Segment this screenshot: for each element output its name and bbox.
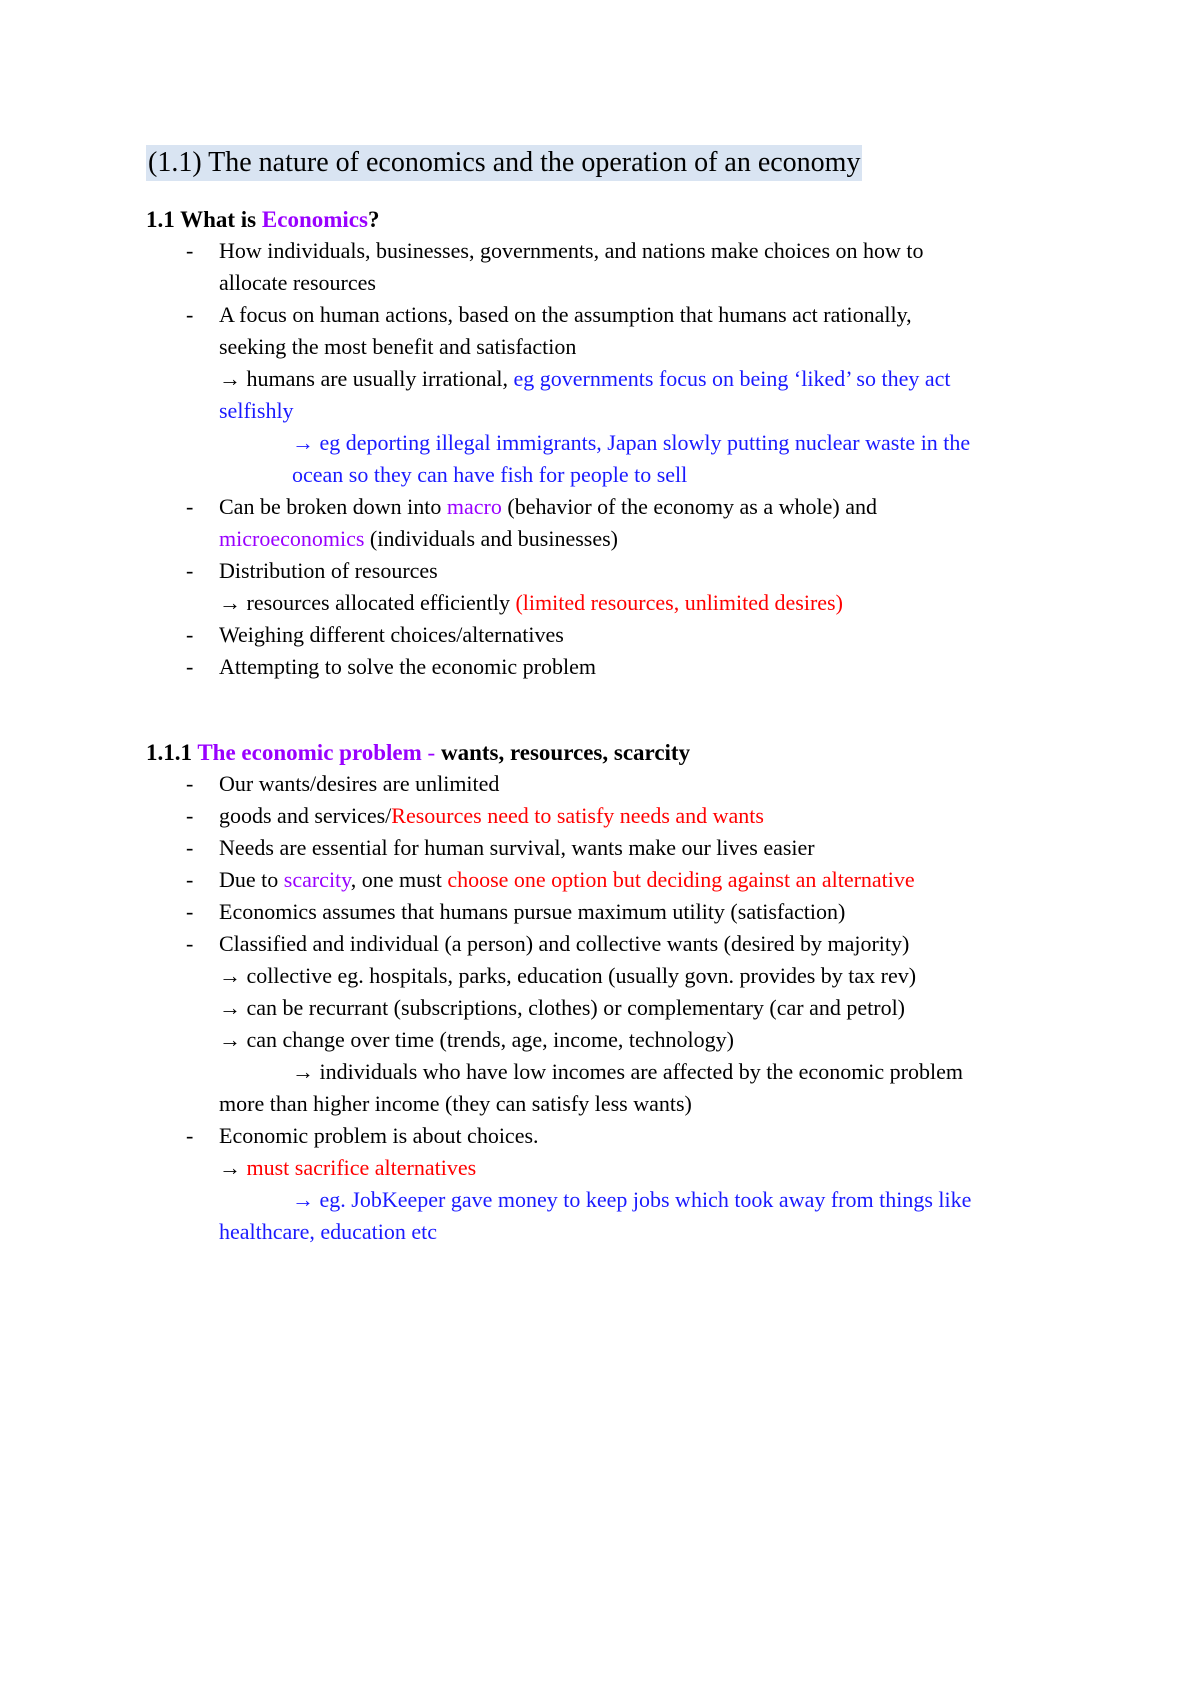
- list-item: Classified and individual (a person) and collective wants (desired by majority): [219, 931, 910, 956]
- highlight-text: choose one option but deciding against an alternative: [447, 867, 915, 892]
- term-macro: macro: [446, 494, 502, 519]
- highlight-text: must sacrifice alternatives: [246, 1155, 477, 1180]
- bullet-dash: -: [186, 931, 194, 956]
- heading-number: 1.1.1: [146, 740, 198, 765]
- bullet-dash: -: [186, 867, 194, 892]
- example-text: ocean so they can have fish for people to sell: [292, 462, 688, 487]
- bullet-dash: -: [186, 622, 194, 647]
- section-heading-1-1: [146, 205, 379, 235]
- bullet-dash: -: [186, 238, 194, 263]
- list-item: [219, 801, 764, 831]
- list-item: How individuals, businesses, governments, and nations make choices on how to: [219, 238, 924, 263]
- section-heading-1-1-1: [146, 738, 690, 768]
- list-item-text: Due to: [219, 867, 284, 892]
- list-item-text: , one must: [350, 867, 448, 892]
- sub-point: [219, 364, 951, 394]
- bullet-dash: -: [186, 302, 194, 327]
- example-text: → eg deporting illegal immigrants, Japan slowly putting nuclear waste in the: [292, 430, 971, 455]
- list-item: [219, 865, 915, 895]
- example-text: selfishly: [219, 398, 294, 423]
- bullet-dash: -: [186, 494, 194, 519]
- list-item-continued: allocate resources: [219, 270, 376, 295]
- list-item-text: goods and services/: [219, 803, 392, 828]
- list-item-text: (individuals and businesses): [364, 526, 618, 551]
- list-item: Our wants/desires are unlimited: [219, 771, 500, 796]
- page-title: (1.1) The nature of economics and the operation of an economy: [146, 145, 862, 181]
- bullet-dash: -: [186, 803, 194, 828]
- highlight-text: Resources need to satisfy needs and wants: [391, 803, 764, 828]
- example-text: eg governments focus on being ‘liked’ so they act: [513, 366, 951, 391]
- heading-rest: wants, resources, scarcity: [440, 740, 691, 765]
- arrow: →: [219, 1155, 247, 1180]
- list-item: Distribution of resources: [219, 558, 438, 583]
- term-scarcity: scarcity: [283, 867, 351, 892]
- sub-point: → collective eg. hospitals, parks, education (usually govn. provides by tax rev): [219, 963, 917, 988]
- heading-term-economic-problem: The economic problem: [197, 740, 422, 765]
- bullet-dash: -: [186, 771, 194, 796]
- list-item: Needs are essential for human survival, wants make our lives easier: [219, 835, 815, 860]
- heading-suffix: ?: [367, 207, 380, 232]
- bullet-dash: -: [186, 835, 194, 860]
- sub-point-text: → humans are usually irrational,: [219, 366, 514, 391]
- bullet-dash: -: [186, 1123, 194, 1148]
- sub-sub-point: → individuals who have low incomes are affected by the economic problem: [292, 1059, 963, 1084]
- list-item-continued: [219, 524, 618, 554]
- heading-text: 1.1 What is: [146, 207, 262, 232]
- sub-point: → can be recurrant (subscriptions, clothes) or complementary (car and petrol): [219, 995, 906, 1020]
- list-item: [219, 492, 877, 522]
- list-item-text: (behavior of the economy as a whole) and: [501, 494, 877, 519]
- list-item: Economics assumes that humans pursue maximum utility (satisfaction): [219, 899, 846, 924]
- list-item-continued: seeking the most benefit and satisfaction: [219, 334, 577, 359]
- heading-term-economics: Economics: [261, 207, 368, 232]
- sub-point: → can change over time (trends, age, income, technology): [219, 1027, 734, 1052]
- bullet-dash: -: [186, 654, 194, 679]
- example-text: healthcare, education etc: [219, 1219, 438, 1244]
- term-microeconomics: microeconomics: [219, 526, 365, 551]
- list-item-text: Can be broken down into: [219, 494, 447, 519]
- list-item: Economic problem is about choices.: [219, 1123, 539, 1148]
- sub-point: [219, 588, 843, 618]
- bullet-dash: -: [186, 899, 194, 924]
- heading-dash: -: [421, 740, 441, 765]
- list-item: Weighing different choices/alternatives: [219, 622, 564, 647]
- sub-sub-point-continued: more than higher income (they can satisfy less wants): [219, 1091, 692, 1116]
- bullet-dash: -: [186, 558, 194, 583]
- example-text: → eg. JobKeeper gave money to keep jobs which took away from things like: [292, 1187, 972, 1212]
- list-item: Attempting to solve the economic problem: [219, 654, 596, 679]
- highlight-text: (limited resources, unlimited desires): [515, 590, 843, 615]
- sub-point-text: → resources allocated efficiently: [219, 590, 516, 615]
- list-item: A focus on human actions, based on the assumption that humans act rationally,: [219, 302, 912, 327]
- sub-point: [219, 1153, 476, 1183]
